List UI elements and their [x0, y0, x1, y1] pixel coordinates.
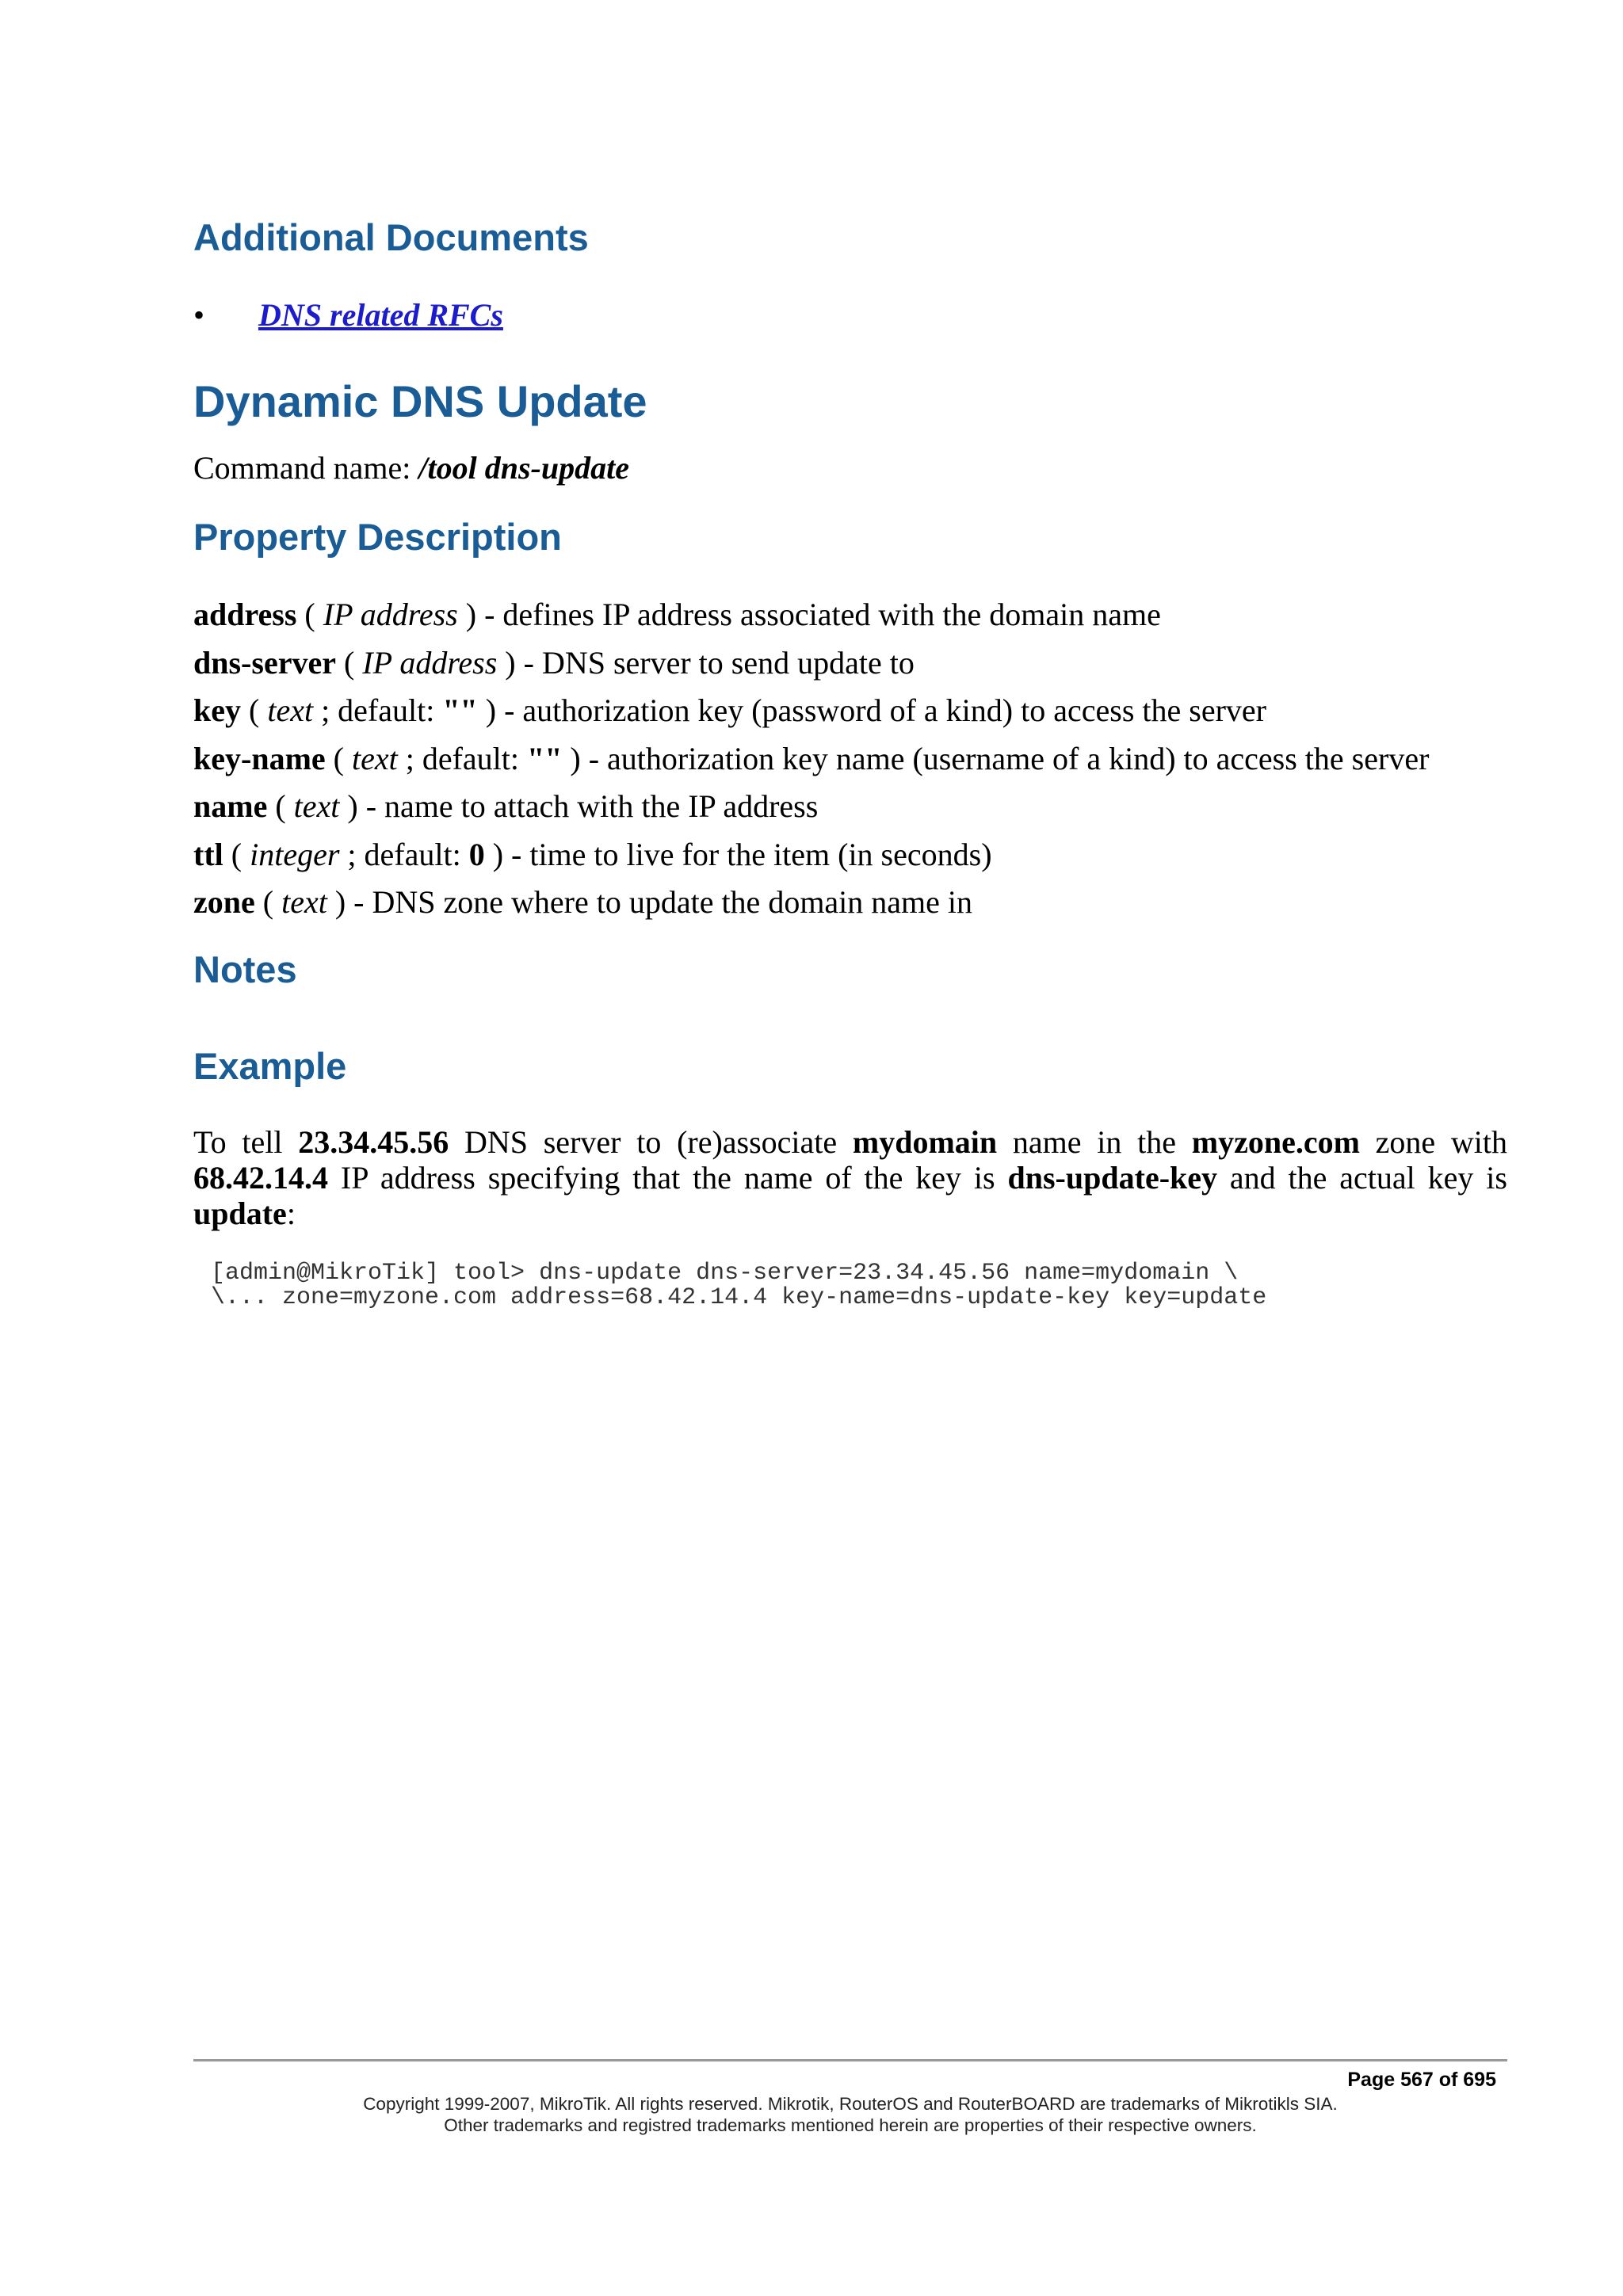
property-type: integer: [250, 836, 340, 872]
property-description: time to live for the item (in seconds): [529, 836, 992, 872]
bullet: •: [193, 297, 205, 333]
example-dns-server-ip: 23.34.45.56: [298, 1124, 449, 1160]
example-text: name in the: [997, 1124, 1192, 1160]
property-description: defines IP address associated with the domain name: [502, 597, 1161, 632]
command-name-line: [193, 449, 629, 486]
command-path: /tool dns-update: [418, 450, 629, 486]
property-name: key: [193, 692, 241, 728]
property-item: address ( IP address ) - defines IP address associated with the domain name: [193, 597, 1161, 632]
property-item: ttl ( integer ; default: 0 ) - time to live for the item (in seconds): [193, 836, 992, 872]
heading-additional-documents: Additional Documents: [193, 216, 589, 258]
property-item: dns-server ( IP address ) - DNS server to send update to: [193, 644, 915, 681]
property-name: address: [193, 597, 297, 632]
page-number: Page 567 of 695: [1347, 2069, 1496, 2091]
property-item: zone ( text ) - DNS zone where to update the domain name in: [193, 884, 973, 920]
property-type: IP address: [323, 597, 458, 632]
example-key-name: dns-update-key: [1007, 1160, 1218, 1196]
property-type: text: [293, 788, 340, 824]
property-type: text: [267, 692, 314, 728]
copyright-line: Other trademarks and registred trademarks mentioned herein are properties of their respective owners.: [444, 2115, 1257, 2135]
example-text: DNS server to (re)associate: [449, 1124, 853, 1160]
example-zone: myzone.com: [1191, 1124, 1360, 1160]
heading-property-description: Property Description: [193, 516, 562, 558]
example-text: :: [286, 1196, 296, 1231]
example-text: zone with: [1359, 1124, 1508, 1160]
property-name: key-name: [193, 740, 326, 776]
property-description: name to attach with the IP address: [384, 788, 819, 824]
code-block: [211, 1261, 1266, 1310]
default-value: "": [526, 740, 563, 776]
default-value: "": [442, 692, 478, 728]
property-type: text: [351, 740, 398, 776]
footer-divider: [193, 2059, 1507, 2061]
property-name: dns-server: [193, 644, 336, 681]
property-name: ttl: [193, 836, 223, 872]
property-type: IP address: [362, 644, 498, 681]
example-domain-name: mydomain: [852, 1124, 998, 1160]
example-paragraph: [193, 1124, 1507, 1231]
default-label: ; default:: [313, 692, 443, 728]
heading-dynamic-dns-update: Dynamic DNS Update: [193, 376, 647, 426]
list-item: [193, 296, 503, 334]
example-text: IP address specifying that the name of the key is: [328, 1160, 1008, 1196]
property-description: DNS server to send update to: [541, 644, 915, 681]
copyright-notice: [193, 2093, 1507, 2136]
property-name: name: [193, 788, 268, 824]
property-name: zone: [193, 884, 255, 920]
copyright-line: Copyright 1999-2007, MikroTik. All rights reserved. Mikrotik, RouterOS and RouterBOARD are trademarks of Mikrotikls SIA.: [363, 2094, 1338, 2114]
property-type: text: [281, 884, 327, 920]
example-address: 68.42.14.4: [193, 1160, 328, 1196]
property-list: [193, 591, 1429, 927]
default-label: ; default:: [397, 740, 527, 776]
property-item: key-name ( text ; default: "" ) - authorization key name (username of a kind) to access the server: [193, 740, 1430, 776]
example-text: and the actual key is: [1217, 1160, 1507, 1196]
property-description: DNS zone where to update the domain name in: [372, 884, 973, 920]
property-description: authorization key name (username of a kind) to access the server: [607, 740, 1430, 776]
dns-rfcs-link[interactable]: DNS related RFCs: [258, 297, 503, 333]
code-line: \... zone=myzone.com address=68.42.14.4 key-name=dns-update-key key=update: [211, 1284, 1267, 1311]
default-value: 0: [468, 836, 485, 872]
command-label: Command name:: [193, 450, 419, 486]
heading-notes: Notes: [193, 948, 297, 990]
default-label: ; default:: [339, 836, 469, 872]
example-key: update: [193, 1196, 287, 1231]
example-text: To tell: [193, 1124, 299, 1160]
property-item: name ( text ) - name to attach with the IP address: [193, 788, 819, 824]
property-item: key ( text ; default: "" ) - authorization key (password of a kind) to access the server: [193, 692, 1266, 728]
property-description: authorization key (password of a kind) to access the server: [522, 692, 1266, 728]
heading-example: Example: [193, 1045, 347, 1087]
code-line: [admin@MikroTik] tool> dns-update dns-server=23.34.45.56 name=mydomain \: [211, 1260, 1239, 1287]
